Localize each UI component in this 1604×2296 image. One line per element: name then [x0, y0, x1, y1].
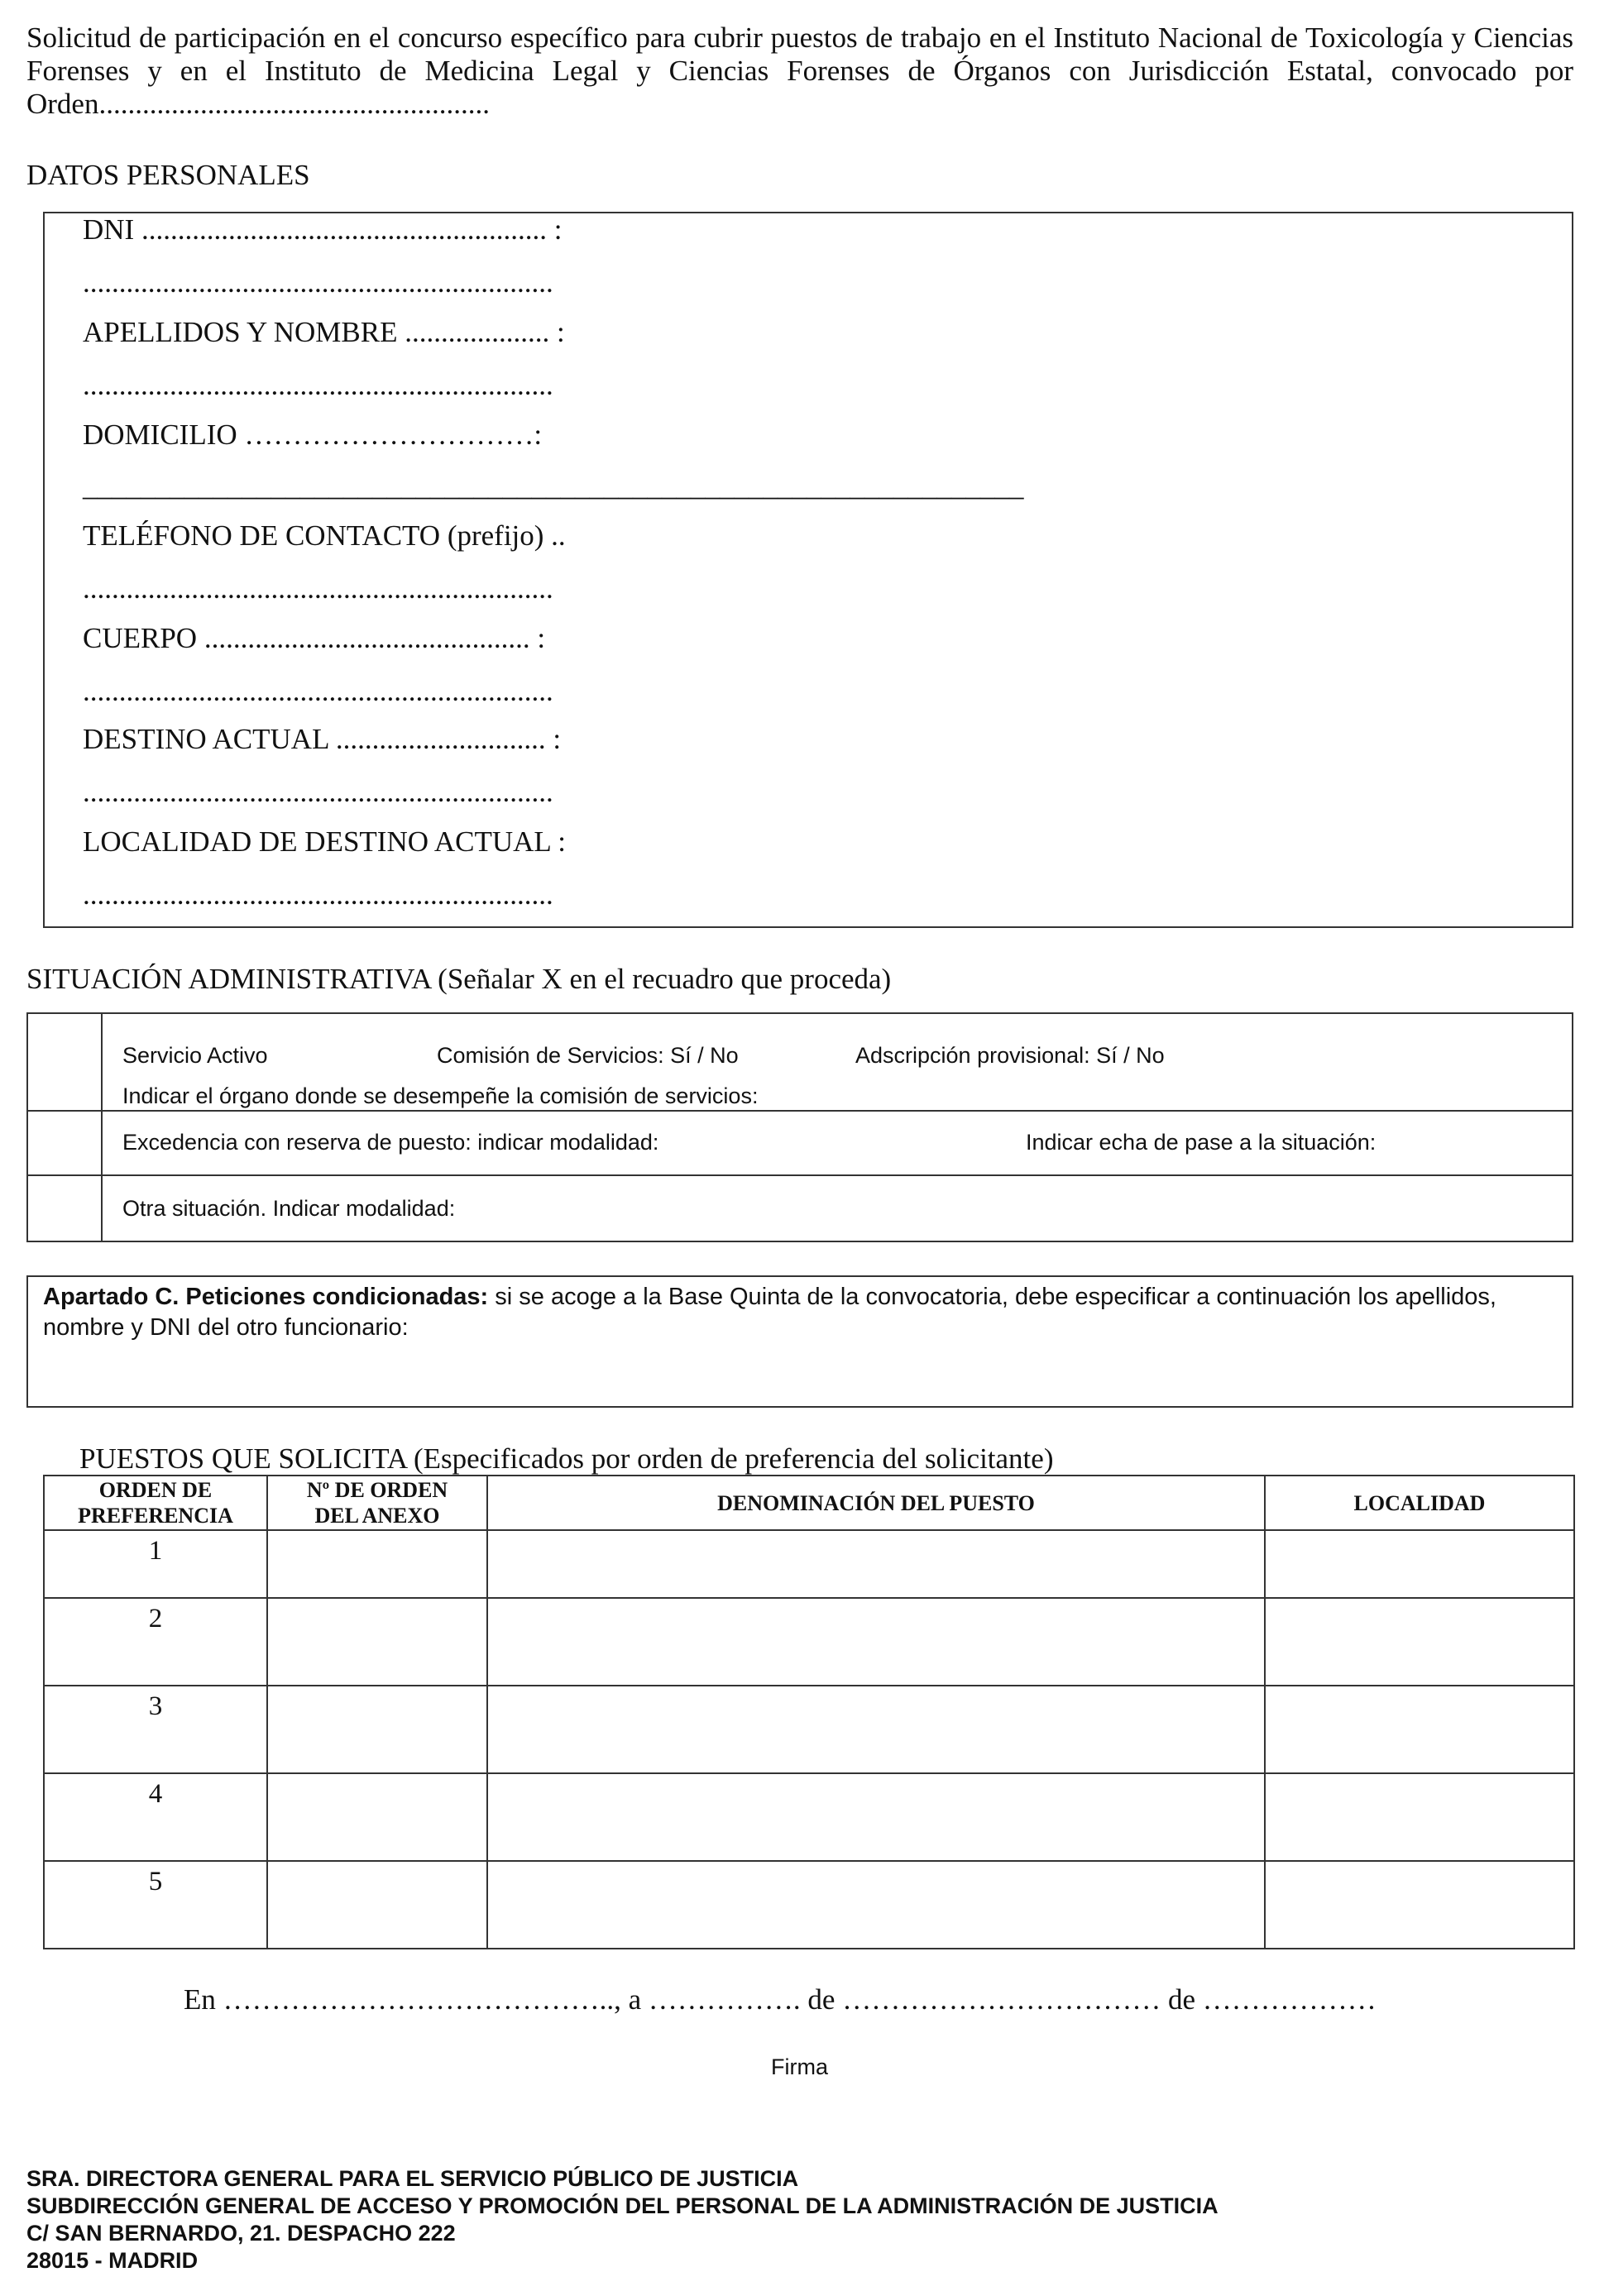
apartado-c-title: Apartado C. Peticiones condicionadas: — [43, 1284, 489, 1310]
apartado-c-text — [43, 1282, 1557, 1343]
puestos-table — [43, 1475, 1575, 1949]
dni-label: DNI ........................................................ : — [83, 213, 563, 246]
localidad-cell[interactable] — [1265, 1773, 1574, 1861]
apartado-c-box[interactable] — [26, 1275, 1573, 1408]
orden-preferencia-cell: 3 — [44, 1686, 267, 1773]
servicio-activo-label: Servicio Activo — [122, 1043, 268, 1068]
denominacion-cell[interactable] — [487, 1530, 1265, 1598]
puestos-heading: PUESTOS QUE SOLICITA (Especificados por orden de preferencia del solicitante) — [79, 1442, 1054, 1475]
dni-field[interactable]: ................................................................. — [83, 266, 553, 299]
excedencia-label: Excedencia con reserva de puesto: indicar modalidad: — [122, 1130, 659, 1155]
telefono-field[interactable]: ................................................................. — [83, 572, 553, 605]
numero-anexo-cell[interactable] — [267, 1861, 487, 1949]
fecha-lugar-line[interactable]: En ………………………………….., a ……………. de …………………………… de ……………… — [184, 1983, 1377, 2016]
table-row — [44, 1686, 1574, 1773]
situacion-heading: SITUACIÓN ADMINISTRATIVA (Señalar X en el recuadro que proceda) — [26, 963, 892, 995]
otra-situacion-checkbox[interactable] — [28, 1176, 103, 1241]
table-row — [44, 1861, 1574, 1949]
table-row — [44, 1530, 1574, 1598]
col-anexo-line1: Nº DE ORDEN — [306, 1478, 448, 1502]
numero-anexo-cell[interactable] — [267, 1686, 487, 1773]
destino-actual-label: DESTINO ACTUAL ............................. : — [83, 723, 562, 755]
numero-anexo-cell[interactable] — [267, 1773, 487, 1861]
orden-preferencia-cell: 5 — [44, 1861, 267, 1949]
destino-actual-field[interactable]: ................................................................. — [83, 776, 553, 808]
col-orden-line2: PREFERENCIA — [78, 1504, 233, 1528]
firma-label: Firma — [771, 2054, 828, 2079]
table-header-row — [44, 1476, 1574, 1530]
localidad-cell[interactable] — [1265, 1530, 1574, 1598]
situacion-row-excedencia — [26, 1110, 1573, 1176]
cuerpo-field[interactable]: ................................................................. — [83, 675, 553, 707]
localidad-destino-label: LOCALIDAD DE DESTINO ACTUAL : — [83, 825, 566, 858]
localidad-cell[interactable] — [1265, 1686, 1574, 1773]
apellidos-nombre-field[interactable]: ................................................................. — [83, 369, 553, 401]
apartado-c-description: si se acoge a la Base Quinta de la convocatoria, debe especificar a continuación los apellidos, nombre y DNI del otro funcionario: — [43, 1284, 1496, 1341]
situacion-row-otra — [26, 1174, 1573, 1242]
footer-address — [26, 2165, 1219, 2274]
localidad-cell[interactable] — [1265, 1598, 1574, 1686]
footer-line-destinatario: SRA. DIRECTORA GENERAL PARA EL SERVICIO PÚBLICO DE JUSTICIA — [26, 2166, 799, 2191]
footer-line-ciudad: 28015 - MADRID — [26, 2248, 199, 2273]
col-localidad: LOCALIDAD — [1265, 1476, 1574, 1530]
col-numero-orden-anexo — [267, 1476, 487, 1530]
table-row — [44, 1773, 1574, 1861]
orden-preferencia-cell: 4 — [44, 1773, 267, 1861]
col-denominacion-puesto: DENOMINACIÓN DEL PUESTO — [487, 1476, 1265, 1530]
cuerpo-label: CUERPO ............................................. : — [83, 622, 546, 654]
col-orden-preferencia — [44, 1476, 267, 1530]
telefono-label: TELÉFONO DE CONTACTO (prefijo) .. — [83, 519, 566, 552]
datos-personales-heading: DATOS PERSONALES — [26, 159, 310, 191]
excedencia-checkbox[interactable] — [28, 1112, 103, 1174]
denominacion-cell[interactable] — [487, 1598, 1265, 1686]
localidad-destino-field[interactable]: ................................................................. — [83, 878, 553, 911]
domicilio-label: DOMICILIO …………………………: — [83, 419, 543, 451]
intro-paragraph: Solicitud de participación en el concurso específico para cubrir puestos de trabajo en el Instituto Nacional de Toxicología y Ciencias Forenses y en el Instituto de Medicina Legal y Ciencias Forenses de Órganos con Jurisdicción Estatal, convocado por Orden...................................................... — [26, 22, 1573, 120]
adscripcion-provisional-label: Adscripción provisional: Sí / No — [855, 1043, 1165, 1068]
numero-anexo-cell[interactable] — [267, 1598, 487, 1686]
table-row — [44, 1598, 1574, 1686]
col-orden-line1: ORDEN DE — [98, 1478, 213, 1502]
apellidos-nombre-label: APELLIDOS Y NOMBRE .................... : — [83, 316, 565, 348]
localidad-cell[interactable] — [1265, 1861, 1574, 1949]
footer-line-direccion: C/ SAN BERNARDO, 21. DESPACHO 222 — [26, 2221, 456, 2246]
orden-preferencia-cell: 2 — [44, 1598, 267, 1686]
servicio-activo-checkbox[interactable] — [28, 1014, 103, 1110]
denominacion-cell[interactable] — [487, 1686, 1265, 1773]
footer-line-subdireccion: SUBDIRECCIÓN GENERAL DE ACCESO Y PROMOCIÓN DEL PERSONAL DE LA ADMINISTRACIÓN DE JUSTICIA — [26, 2193, 1219, 2218]
col-anexo-line2: DEL ANEXO — [314, 1504, 440, 1528]
situacion-row-servicio — [26, 1012, 1573, 1112]
domicilio-field[interactable]: _________________________________________________________________ — [83, 470, 1024, 502]
denominacion-cell[interactable] — [487, 1773, 1265, 1861]
denominacion-cell[interactable] — [487, 1861, 1265, 1949]
orden-preferencia-cell: 1 — [44, 1530, 267, 1598]
otra-situacion-label: Otra situación. Indicar modalidad: — [122, 1196, 456, 1221]
comision-servicios-label: Comisión de Servicios: Sí / No — [437, 1043, 739, 1068]
numero-anexo-cell[interactable] — [267, 1530, 487, 1598]
fecha-pase-label: Indicar echa de pase a la situación: — [1026, 1130, 1377, 1155]
organo-comision-label: Indicar el órgano donde se desempeñe la comisión de servicios: — [122, 1083, 759, 1108]
